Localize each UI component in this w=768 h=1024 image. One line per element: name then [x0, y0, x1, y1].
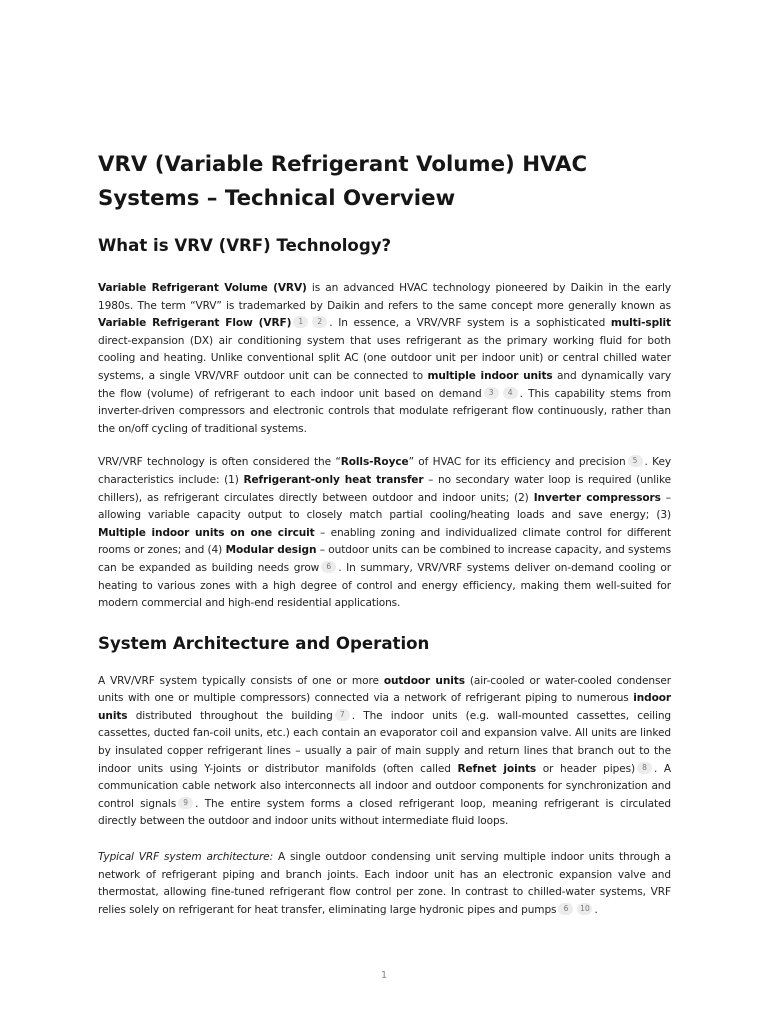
text-span: is an advanced HVAC technology pioneered by Daikin in the early 1980s. The term “VRV” is trademarked by Daikin and refers to the same concept more generally known as — [98, 282, 671, 312]
section-heading-architecture: System Architecture and Operation — [98, 633, 430, 653]
text-span: . — [594, 903, 598, 916]
citation-badge[interactable]: 6 — [321, 561, 336, 573]
text-span: . The indoor units (e.g. wall-mounted cassettes, ceiling cassettes, ducted fan-coil units, etc.) each contain an evaporator coil and expansion valve. All units are linked by insulated copper refrigerant lines – usually a pair of main supply and return lines that branch out to the indoor units using Y-joints or distributor manifolds (often called — [98, 709, 672, 775]
text-span: direct-expansion (DX) air conditioning system that uses refrigerant as the primary working fluid for both cooling and heating. Unlike conventional split AC (one outdoor unit per indoor unit) or central chilled water systems, a single VRV/VRF outdoor unit can be connected to — [98, 334, 671, 382]
text-span: – outdoor units can be combined to increase capacity, and systems can be expanded as building needs grow — [98, 544, 671, 574]
paragraph-typical-architecture — [98, 849, 671, 919]
bold-term: multiple indoor units — [427, 369, 553, 382]
citation-badge[interactable]: 9 — [178, 797, 193, 809]
text-span: distributed throughout the building — [127, 709, 333, 722]
text-span: or header pipes) — [536, 762, 635, 775]
citation-badge[interactable]: 6 — [558, 903, 573, 915]
text-span: (air-cooled or water-cooled condenser units with one or multiple compressors) connected via a network of refrigerant piping to numerous — [98, 674, 671, 705]
text-span: A single outdoor condensing unit serving multiple indoor units through a network of refrigerant piping and branch joints. Each indoor unit has an electronic expansion valve and thermostat, allowing fine-tuned refrigerant flow control per zone. In contrast to chilled-water systems, VRF relies solely on refrigerant for heat transfer, eliminating large hydronic pipes and pumps — [98, 851, 672, 916]
bold-term: multi-split — [610, 317, 671, 330]
bold-term: Variable Refrigerant Volume (VRV) — [98, 282, 307, 294]
bold-term: Refnet joints — [457, 762, 537, 775]
text-span: – allowing variable capacity output to closely match partial cooling/heating loads and save energy; (3) — [98, 491, 671, 522]
text-span: . Key characteristics include: (1) — [98, 456, 671, 486]
italic-label: Typical VRF system architecture: — [98, 851, 274, 864]
bold-term: Modular design — [225, 544, 317, 557]
text-span: VRV/VRF technology is often considered the “ — [98, 456, 341, 469]
text-span: A VRV/VRF system typically consists of one or more — [98, 674, 384, 687]
text-span: – enabling zoning and individualized climate control for different rooms or zones; and (4) — [98, 526, 671, 557]
bold-term: Inverter compressors — [533, 491, 661, 504]
text-span: . This capability stems from inverter-driven compressors and electronic controls that modulate refrigerant flow continuously, rather than the on/off cycling of traditional systems. — [98, 387, 671, 435]
text-span: . In summary, VRV/VRF systems deliver on-demand cooling or heating to various zones with a high degree of control and energy efficiency, making them well-suited for modern commercial and high-end residential applications. — [98, 561, 671, 610]
citation-badge[interactable]: 3 — [484, 387, 499, 399]
citation-badge[interactable]: 8 — [637, 762, 652, 774]
citation-badge[interactable]: 10 — [577, 903, 592, 915]
bold-term: indoor units — [98, 692, 671, 722]
section-heading-what-is: What is VRV (VRF) Technology? — [98, 236, 392, 255]
text-span: . A communication cable network also interconnects all indoor and outdoor components for synchronization and control signals — [98, 762, 672, 810]
text-span: – no secondary water loop is required (unlike chillers), as refrigerant circulates directly between outdoor and indoor units; (2) — [98, 473, 671, 504]
bold-term: outdoor units — [383, 674, 465, 687]
paragraph-architecture — [98, 673, 671, 831]
bold-term: Rolls-Royce — [340, 456, 409, 469]
text-span: and dynamically vary the flow (volume) of refrigerant to each indoor unit based on demand — [98, 369, 671, 400]
citation-badge[interactable]: 4 — [503, 387, 518, 399]
citation-badge[interactable]: 7 — [335, 709, 350, 721]
citation-badge[interactable]: 1 — [293, 316, 308, 328]
bold-term: Multiple indoor units on one circuit — [98, 526, 315, 539]
text-span: . The entire system forms a closed refrigerant loop, meaning refrigerant is circulated directly between the outdoor and indoor units without intermediate fluid loops. — [98, 797, 671, 828]
page-number: 1 — [380, 970, 388, 981]
citation-badge[interactable]: 2 — [312, 316, 327, 328]
citation-badge[interactable]: 5 — [628, 455, 643, 467]
bold-term: Variable Refrigerant Flow (VRF) — [98, 317, 292, 330]
document-title: VRV (Variable Refrigerant Volume) HVAC Systems – Technical Overview — [98, 152, 588, 211]
paragraph-vrv-intro — [98, 280, 671, 438]
document-body — [98, 148, 671, 919]
text-span: . In essence, a VRV/VRF system is a sophisticated — [329, 317, 611, 330]
paragraph-vrv-characteristics — [98, 454, 671, 612]
text-span: ” of HVAC for its efficiency and precision — [408, 456, 626, 469]
bold-term: Refrigerant-only heat transfer — [243, 473, 424, 486]
